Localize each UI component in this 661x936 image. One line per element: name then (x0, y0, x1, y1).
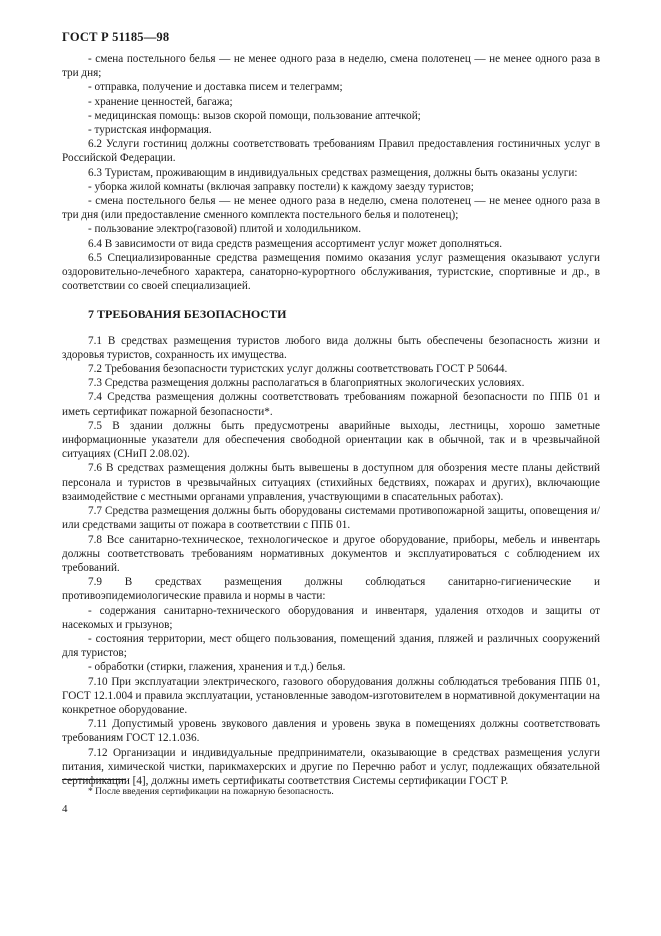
paragraph: - смена постельного белья — не менее одного раза в неделю, смена полотенец — не менее одного раза в три дня (или предоставление сменного комплекта постельного белья и полотенец); (62, 195, 600, 222)
paragraph: - пользование электро(газовой) плитой и холодильником. (88, 223, 361, 236)
paragraph: 7.7 Средства размещения должны быть оборудованы системами противопожарной защиты, оповещения и/или средствами защиты от пожара в соответствии с ППБ 01. (62, 505, 600, 532)
paragraph: 6.2 Услуги гостиниц должны соответствовать требованиям Правил предоставления гостиничных услуг в Российской Федерации. (62, 138, 600, 165)
page-number: 4 (62, 803, 68, 815)
paragraph: 7.2 Требования безопасности туристских услуг должны соответствовать ГОСТ Р 50644. (88, 363, 508, 376)
services-list (62, 52, 600, 293)
paragraph: - обработки (стирки, глажения, хранения и т.д.) белья. (88, 661, 346, 674)
paragraph: 7.4 Средства размещения должны соответствовать требованиям пожарной безопасности по ППБ 01 и иметь сертификат пожарной безопасности*. (62, 391, 600, 418)
paragraph: 6.4 В зависимости от вида средств размещения ассортимент услуг может дополняться. (88, 237, 503, 250)
safety-requirements (62, 334, 600, 789)
paragraph: 7.10 При эксплуатации электрического, газового оборудования должны соблюдаться требования ППБ 01, ГОСТ 12.1.004 и правила эксплуатации, установленные заводом-изготовителем в нормативной документации на конкретное оборудование. (62, 675, 600, 716)
paragraph: - отправка, получение и доставка писем и телеграмм; (88, 81, 343, 94)
paragraph: 6.5 Специализированные средства размещения помимо оказания услуг размещения оказывают услуги оздоровительно-лечебного характера, санаторно-курортного обслуживания, туристские, спортивные и др., в соответствии со своей специализацией. (62, 251, 600, 293)
paragraph: 7.3 Средства размещения должны располагаться в благоприятных экологических условиях. (88, 377, 525, 390)
paragraph: 7.11 Допустимый уровень звукового давления и уровень звука в помещениях должны соответствовать требованиям ГОСТ 12.1.036. (62, 718, 600, 745)
paragraph: - состояния территории, мест общего пользования, помещений здания, пляжей и различных сооружений для туристов; (62, 632, 600, 660)
footnote: * После введения сертификации на пожарную безопасность. (88, 787, 334, 797)
paragraph: 6.3 Туристам, проживающим в индивидуальных средствах размещения, должны быть оказаны услуги: (88, 166, 578, 179)
page-header: ГОСТ Р 51185—98 (62, 30, 170, 44)
paragraph: - туристская информация. (88, 124, 212, 137)
section-heading: 7 ТРЕБОВАНИЯ БЕЗОПАСНОСТИ (88, 307, 287, 322)
paragraph: - уборка жилой комнаты (включая заправку постели) к каждому заезду туристов; (88, 180, 474, 193)
paragraph: 7.12 Организации и индивидуальные предприниматели, оказывающие в средствах размещения услуги питания, химической чистки, парикмахерских и другие по Перечню работ и услуг, подлежащих обязательной сертификации [4], должны иметь сертификаты соответствия Системы сертификации ГОСТ Р. (62, 746, 600, 787)
footnote-divider (62, 779, 126, 780)
document-body (62, 52, 600, 788)
paragraph: - хранение ценностей, багажа; (88, 95, 233, 108)
paragraph: 7.6 В средствах размещения должны быть вывешены в доступном для обозрения месте планы действий персонала и туристов в чрезвычайных ситуациях (стихийных бедствиях, пожарах и других), включающие взаимодействие с местными органами управления, участвующими в спасательных работах). (62, 462, 600, 503)
paragraph: 7.5 В здании должны быть предусмотрены аварийные выходы, лестницы, хорошо заметные информационные указатели для обеспечения свободной ориентации как в обычной, так и в чрезвычайной ситуациях (СНиП 2.08.02). (62, 419, 600, 461)
paragraph: - медицинская помощь: вызов скорой помощи, пользование аптечкой; (88, 109, 421, 122)
paragraph: - смена постельного белья — не менее одного раза в неделю, смена полотенец — не менее одного раза в три дня; (62, 53, 600, 80)
paragraph: - содержания санитарно-технического оборудования и инвентаря, удаления отходов и защиты от насекомых и грызунов; (62, 604, 600, 631)
paragraph: 7.1 В средствах размещения туристов любого вида должны быть обеспечены безопасность жизни и здоровья туристов, сохранность их имущества. (62, 334, 600, 361)
paragraph: 7.8 Все санитарно-техническое, технологическое и другое оборудование, приборы, мебель и инвентарь должны соответствовать требованиям нормативных документов и эксплуатироваться с соблюдением их требований. (62, 533, 600, 574)
paragraph: 7.9 В средствах размещения должны соблюдаться санитарно-гигиенические и противоэпидемиологические правила и нормы в части: (62, 576, 600, 603)
